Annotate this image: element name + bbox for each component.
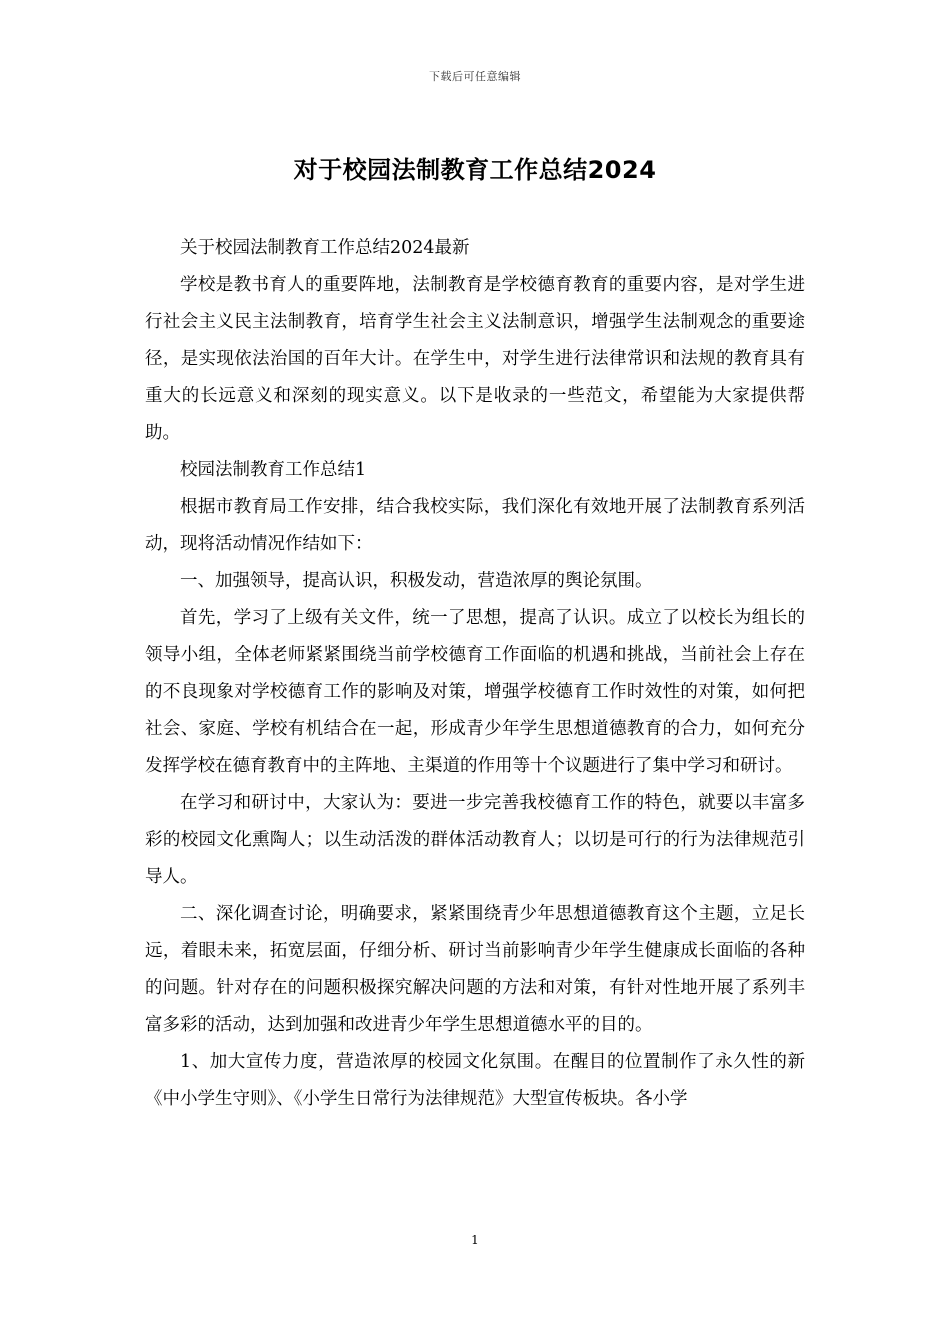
header-note: 下载后可任意编辑 (429, 70, 521, 83)
paragraph: 二、深化调查讨论，明确要求，紧紧围绕青少年思想道德教育这个主题，立足长远，着眼未来，拓宽层面，仔细分析、研讨当前影响青少年学生健康成长面临的各种的问题。针对存在的问题积极探究解决问题的方法和对策，有针对性地开展了系列丰富多彩的活动，达到加强和改进青少年学生思想道德水平的目的。 (145, 904, 805, 1035)
document-body (145, 230, 805, 1118)
page-number: 1 (471, 1233, 479, 1247)
paragraph-subtitle: 关于校园法制教育工作总结2024最新 (180, 238, 470, 258)
paragraph-intro: 学校是教书育人的重要阵地，法制教育是学校德育教育的重要内容，是对学生进行社会主义民主法制教育，培育学生社会主义法制意识，增强学生法制观念的重要途径，是实现依法治国的百年大计。在学生中，对学生进行法律常识和法规的教育具有重大的长远意义和深刻的现实意义。以下是收录的一些范文，希望能为大家提供帮助。 (145, 275, 805, 443)
paragraph: 根据市教育局工作安排，结合我校实际，我们深化有效地开展了法制教育系列活动，现将活动情况作结如下： (145, 497, 805, 554)
paragraph: 首先，学习了上级有关文件，统一了思想，提高了认识。成立了以校长为组长的领导小组，全体老师紧紧围绕当前学校德育工作面临的机遇和挑战，当前社会上存在的不良现象对学校德育工作的影响及对策，增强学校德育工作时效性的对策，如何把社会、家庭、学校有机结合在一起，形成青少年学生思想道德教育的合力，如何充分发挥学校在德育教育中的主阵地、主渠道的作用等十个议题进行了集中学习和研讨。 (145, 608, 805, 776)
subsection-heading: 一、加强领导，提高认识，积极发动，营造浓厚的舆论氛围。 (180, 571, 653, 591)
paragraph: 在学习和研讨中，大家认为：要进一步完善我校德育工作的特色，就要以丰富多彩的校园文化熏陶人；以生动活泼的群体活动教育人；以切是可行的行为法律规范引导人。 (145, 793, 805, 887)
document-title: 对于校园法制教育工作总结2024 (293, 156, 657, 184)
section-heading: 校园法制教育工作总结1 (180, 460, 367, 480)
paragraph: 1、加大宣传力度，营造浓厚的校园文化氛围。在醒目的位置制作了永久性的新《中小学生守则》、《小学生日常行为法律规范》大型宣传板块。各小学 (145, 1052, 805, 1109)
